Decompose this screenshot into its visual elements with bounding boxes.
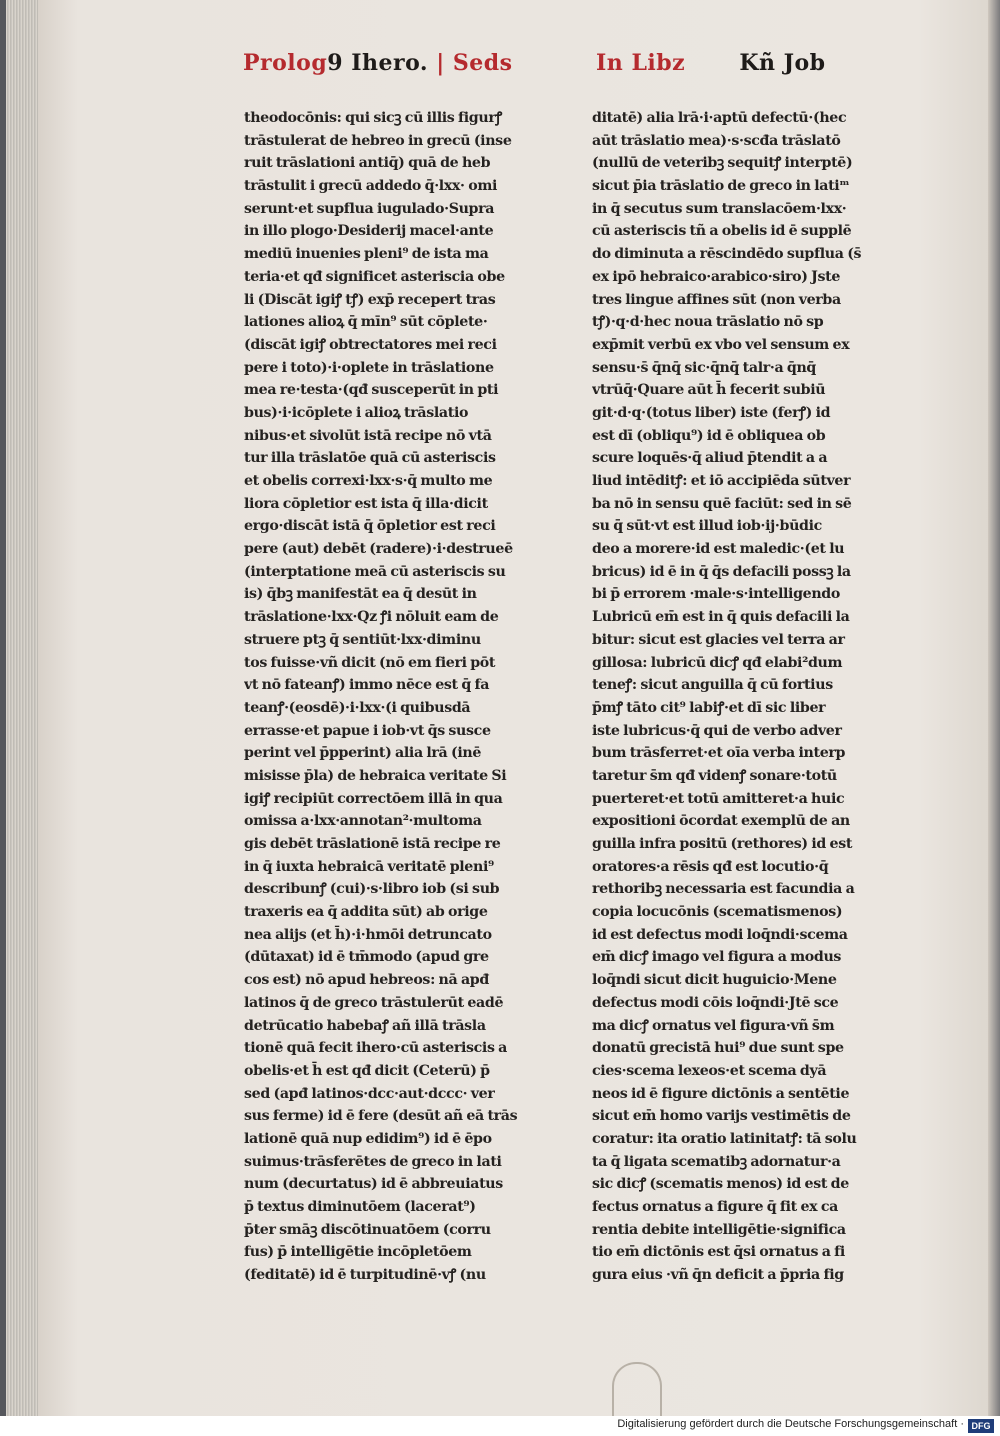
text-line: teria·et qđ significet asteriscia obe: [244, 268, 505, 285]
text-line: ma dicꝭ ornatus vel figura·vñ s̄m: [592, 1017, 835, 1034]
text-line: gis debēt trāslationē istā recipe re: [244, 836, 501, 852]
text-line: ta q̄ ligata scematibꝫ adornatur·a: [592, 1153, 841, 1170]
text-line: (feditatē) id ē turpitudinē·vꝭ (nu: [244, 1267, 486, 1284]
text-line: in q̄ secutus sum translacōem·lxx·: [592, 200, 847, 217]
text-line: describunꝭ (cui)·s·libro iob (si sub: [244, 881, 500, 898]
text-line: do diminuta a rēscindēdo supflua (s̄: [592, 246, 862, 263]
text-line: git·d·q·(totus liber) iste (ferꝭ) id: [592, 404, 831, 421]
text-line: cies·scema lexeos·et scema dyā: [592, 1062, 827, 1079]
text-line: gillosa: lubricū dicꝭ qđ elabi²dum: [592, 654, 843, 671]
running-head-ihero: 9 Ihero.: [327, 50, 429, 76]
footer-funding-text: Digitalisierung gefördert durch die Deutsche Forschungsgemeinschaft ·: [617, 1418, 964, 1430]
text-line: lationē quā nup edidim⁹) id ē ēpo: [244, 1130, 492, 1147]
book-page-edges: [6, 0, 38, 1416]
text-line: coratur: ita oratio latinitatꝭ: tā solu: [592, 1130, 857, 1147]
text-line: in q̄ iuxta hebraicā veritatē pleni⁹: [244, 858, 494, 875]
text-line: tꝭ)·q·d·hec noua trāslatio nō sp: [592, 314, 824, 331]
text-line: ergo·discāt istā q̄ ōpletior est reci: [244, 518, 496, 535]
text-line: pere (aut) debēt (radere)·i·destrueē: [244, 541, 513, 558]
page-right-edge: [988, 0, 1000, 1416]
text-line: is) q̄bꝫ manifestāt ea q̄ desūt in: [244, 586, 477, 603]
text-line: trāstulit i grecū addedo q̄·lxx· omi: [244, 178, 498, 195]
text-line: liud intēditꝭ: et iō accipiēda sūtver: [592, 473, 851, 489]
text-line: latinos q̄ de greco trāstulerūt eadē: [244, 994, 504, 1011]
running-head-left: [243, 50, 513, 76]
footer-bar: [0, 1416, 1000, 1436]
text-line: serunt·et supflua iugulado·Supra: [244, 200, 495, 217]
text-line: traxeris ea q̄ addita sūt) ab orige: [244, 904, 488, 921]
text-line: sus ferme) id ē fere (desūt añ eā trās: [244, 1108, 518, 1125]
text-line: mea re·testa·(qđ susceperūt in pti: [244, 382, 499, 399]
text-line: bus)·i·icōplete i alioꝝ trāslatio: [244, 404, 469, 421]
running-head-right: [596, 50, 826, 76]
text-line: bricus) id ē in q̄ q̄s defacili possꝫ la: [592, 563, 851, 580]
text-line: detrūcatio habebaꝭ añ illā trāsla: [244, 1017, 486, 1034]
text-line: copia locucōnis (scematismenos): [592, 904, 843, 921]
text-line: tio em̄ dictōnis est q̄si ornatus a fi: [592, 1244, 845, 1261]
text-line: sensu·s̄ q̄nq̄ sic·q̄nq̄ talr·a q̄nq̄: [592, 359, 816, 376]
text-line: theodocōnis: qui sicꝫ cū illis figurꝭ: [244, 110, 502, 126]
text-line: pere i toto)·i·oplete in trāslatione: [244, 359, 494, 376]
text-line: vt nō fateanꝭ) immo nēce est q̄ fa: [244, 677, 490, 694]
running-head-in-libz: In Libz: [596, 50, 686, 76]
text-line: p̄ter smāꝫ discōtinuatōem (corru: [244, 1221, 491, 1238]
text-line: defectus modi cōis loq̄ndi·Jtē sce: [592, 994, 839, 1011]
text-line: ba nō in sensu quē faciūt: sed in sē: [592, 495, 852, 512]
dfg-logo: DFG: [968, 1419, 994, 1433]
text-line: nea alijs (et h̄)·i·hmōi detruncato: [244, 926, 492, 943]
text-line: teneꝭ: sicut anguilla q̄ cū fortius: [592, 677, 833, 694]
text-line: sed (apđ latinos·dcc·aut·dccc· ver: [244, 1085, 495, 1102]
text-line: (nullū de veteribꝫ sequitꝭ interptē): [592, 155, 853, 172]
text-line: lationes alioꝝ q̄ mīn⁹ sūt cōplete·: [244, 314, 488, 331]
text-line: trāstulerat de hebreo in grecū (inse: [244, 132, 512, 149]
text-line: sicut em̄ homo varijs vestimētis de: [592, 1108, 851, 1125]
text-line: sic dicꝭ (scematis menos) id est de: [592, 1176, 849, 1193]
text-line: vtrūq̄·Quare aūt h̄ fecerit subiū: [592, 382, 826, 399]
text-line: igiꝭ recipiūt correctōem illā in qua: [244, 790, 503, 807]
text-line: ex ipō hebraico·arabico·siro) Jste: [592, 268, 841, 285]
text-line: (dūtaxat) id ē tm̄modo (apud gre: [244, 949, 489, 966]
text-line: suimus·trāsferētes de greco in lati: [244, 1153, 502, 1170]
text-line: deo a morere·id est maledic·(et lu: [592, 541, 845, 558]
running-head-job: Kñ Job: [739, 50, 826, 76]
text-line: mediū inuenies pleni⁹ de ista ma: [244, 246, 489, 263]
text-line: gura eius ·vñ q̄n deficit a p̄pria fig: [592, 1267, 844, 1284]
text-line: est dī (obliqu⁹) id ē obliquea ob: [592, 427, 826, 444]
text-line: nibus·et sivolūt istā recipe nō vtā: [244, 427, 492, 444]
text-line: scure loquēs·q̄ aliud p̄tendit a a: [592, 450, 828, 467]
text-line: et obelis correxi·lxx·s·q̄ multo me: [244, 473, 493, 489]
text-line: bi p̄ errorem ·male·s·intelligendo: [592, 586, 840, 603]
text-line: expositioni ōcordat exemplū de an: [592, 813, 850, 830]
text-line: ruit trāslationi antiq̄) quā de heb: [244, 155, 491, 172]
text-line: id est defectus modi loq̄ndi·scema: [592, 926, 848, 943]
text-line: (interptatione meā cū asteriscis su: [244, 563, 506, 580]
text-column-right: [592, 107, 876, 1287]
text-line: tos fuisse·vñ dicit (nō em fieri pōt: [244, 654, 496, 671]
text-line: misisse p̄la) de hebraica veritate Si: [244, 767, 507, 784]
text-line: neos id ē figure dictōnis a sentētie: [592, 1085, 850, 1102]
text-line: rentia debite intelligētie·significa: [592, 1221, 846, 1238]
text-line: fectus ornatus a figure q̄ fit ex ca: [592, 1199, 838, 1215]
text-line: p̄ textus diminutōem (lacerat⁹): [244, 1199, 476, 1215]
text-line: su q̄ sūt·vt est illud iob·ij·būdic: [592, 518, 822, 535]
running-head-seds: | Seds: [436, 50, 513, 76]
text-line: bitur: sicut est glacies vel terra ar: [592, 631, 845, 648]
text-line: liora cōpletior est ista q̄ illa·dicit: [244, 495, 488, 512]
text-line: omissa a·lxx·annotan²·multoma: [244, 813, 482, 830]
text-line: exp̄mit verbū ex vbo vel sensum ex: [592, 336, 850, 353]
text-line: rethoribꝫ necessaria est facundia a: [592, 881, 855, 898]
text-line: cū asteriscis tñ a obelis id ē supplē: [592, 223, 852, 240]
running-head-prolog: Prolog: [243, 50, 328, 76]
text-line: fus) p̄ intelligētie incōpletōem: [244, 1244, 472, 1261]
text-line: perint vel p̄pperint) alia lrā (inē: [244, 745, 482, 762]
text-line: sicut p̄ia trāslatio de greco in latiᵐ: [592, 178, 850, 195]
text-column-left: [244, 107, 534, 1287]
text-line: ditatē) alia lrā·i·aptū defectū·(hec: [592, 110, 847, 126]
text-line: in illo plogo·Desiderij macel·ante: [244, 223, 494, 240]
text-line: loq̄ndi sicut dicit huguicio·Mene: [592, 972, 837, 989]
text-line: obelis·et h̄ est qđ dicit (Ceterū) p̄: [244, 1062, 490, 1079]
text-line: teanꝭ·(eosdē)·i·lxx·(i quibusdā: [244, 699, 471, 716]
text-line: oratores·a rēsis qđ est locutio·q̄: [592, 858, 829, 875]
text-line: tur illa trāslatōe quā cū asteriscis: [244, 450, 496, 467]
text-line: em̄ dicꝭ imago vel figura a modus: [592, 949, 842, 966]
text-line: num (decurtatus) id ē abbreuiatus: [244, 1176, 503, 1193]
text-line: trāslatione·lxx·Qz ꝭi nōluit eam de: [244, 609, 499, 626]
text-line: puerteret·et totū amitteret·a huic: [592, 790, 845, 807]
text-line: bum trāsferret·et oīa verba interp: [592, 745, 846, 762]
text-line: (discāt igiꝭ obtrectatores mei reci: [244, 336, 497, 353]
text-line: tres lingue affines sūt (non verba: [592, 291, 841, 308]
text-line: guilla infra positū (rethores) id est: [592, 836, 853, 852]
text-line: li (Discāt igiꝭ tꝭ) exp̄ recepert tras: [244, 291, 496, 308]
page-stain: [612, 1362, 662, 1424]
text-line: taretur s̄m qđ videnꝭ sonare·totū: [592, 767, 837, 784]
text-line: aūt trāslatio mea)·s·scđa trāslatō: [592, 132, 841, 149]
text-line: tionē quā fecit ihero·cū asteriscis a: [244, 1040, 508, 1057]
text-line: cos est) nō apud hebreos: nā apđ: [244, 972, 489, 989]
text-line: errasse·et papue i iob·vt q̄s susce: [244, 722, 491, 739]
text-line: iste lubricus·q̄ qui de verbo adver: [592, 722, 842, 739]
text-line: struere ptꝫ q̄ sentiūt·lxx·diminu: [244, 631, 481, 648]
text-line: donatū grecistā hui⁹ due sunt spe: [592, 1040, 844, 1057]
text-line: Lubricū em̄ est in q̄ quis defacili la: [592, 609, 850, 626]
text-line: p̄mꝭ tāto cit⁹ labiꝭ·et dī sic liber: [592, 699, 826, 716]
